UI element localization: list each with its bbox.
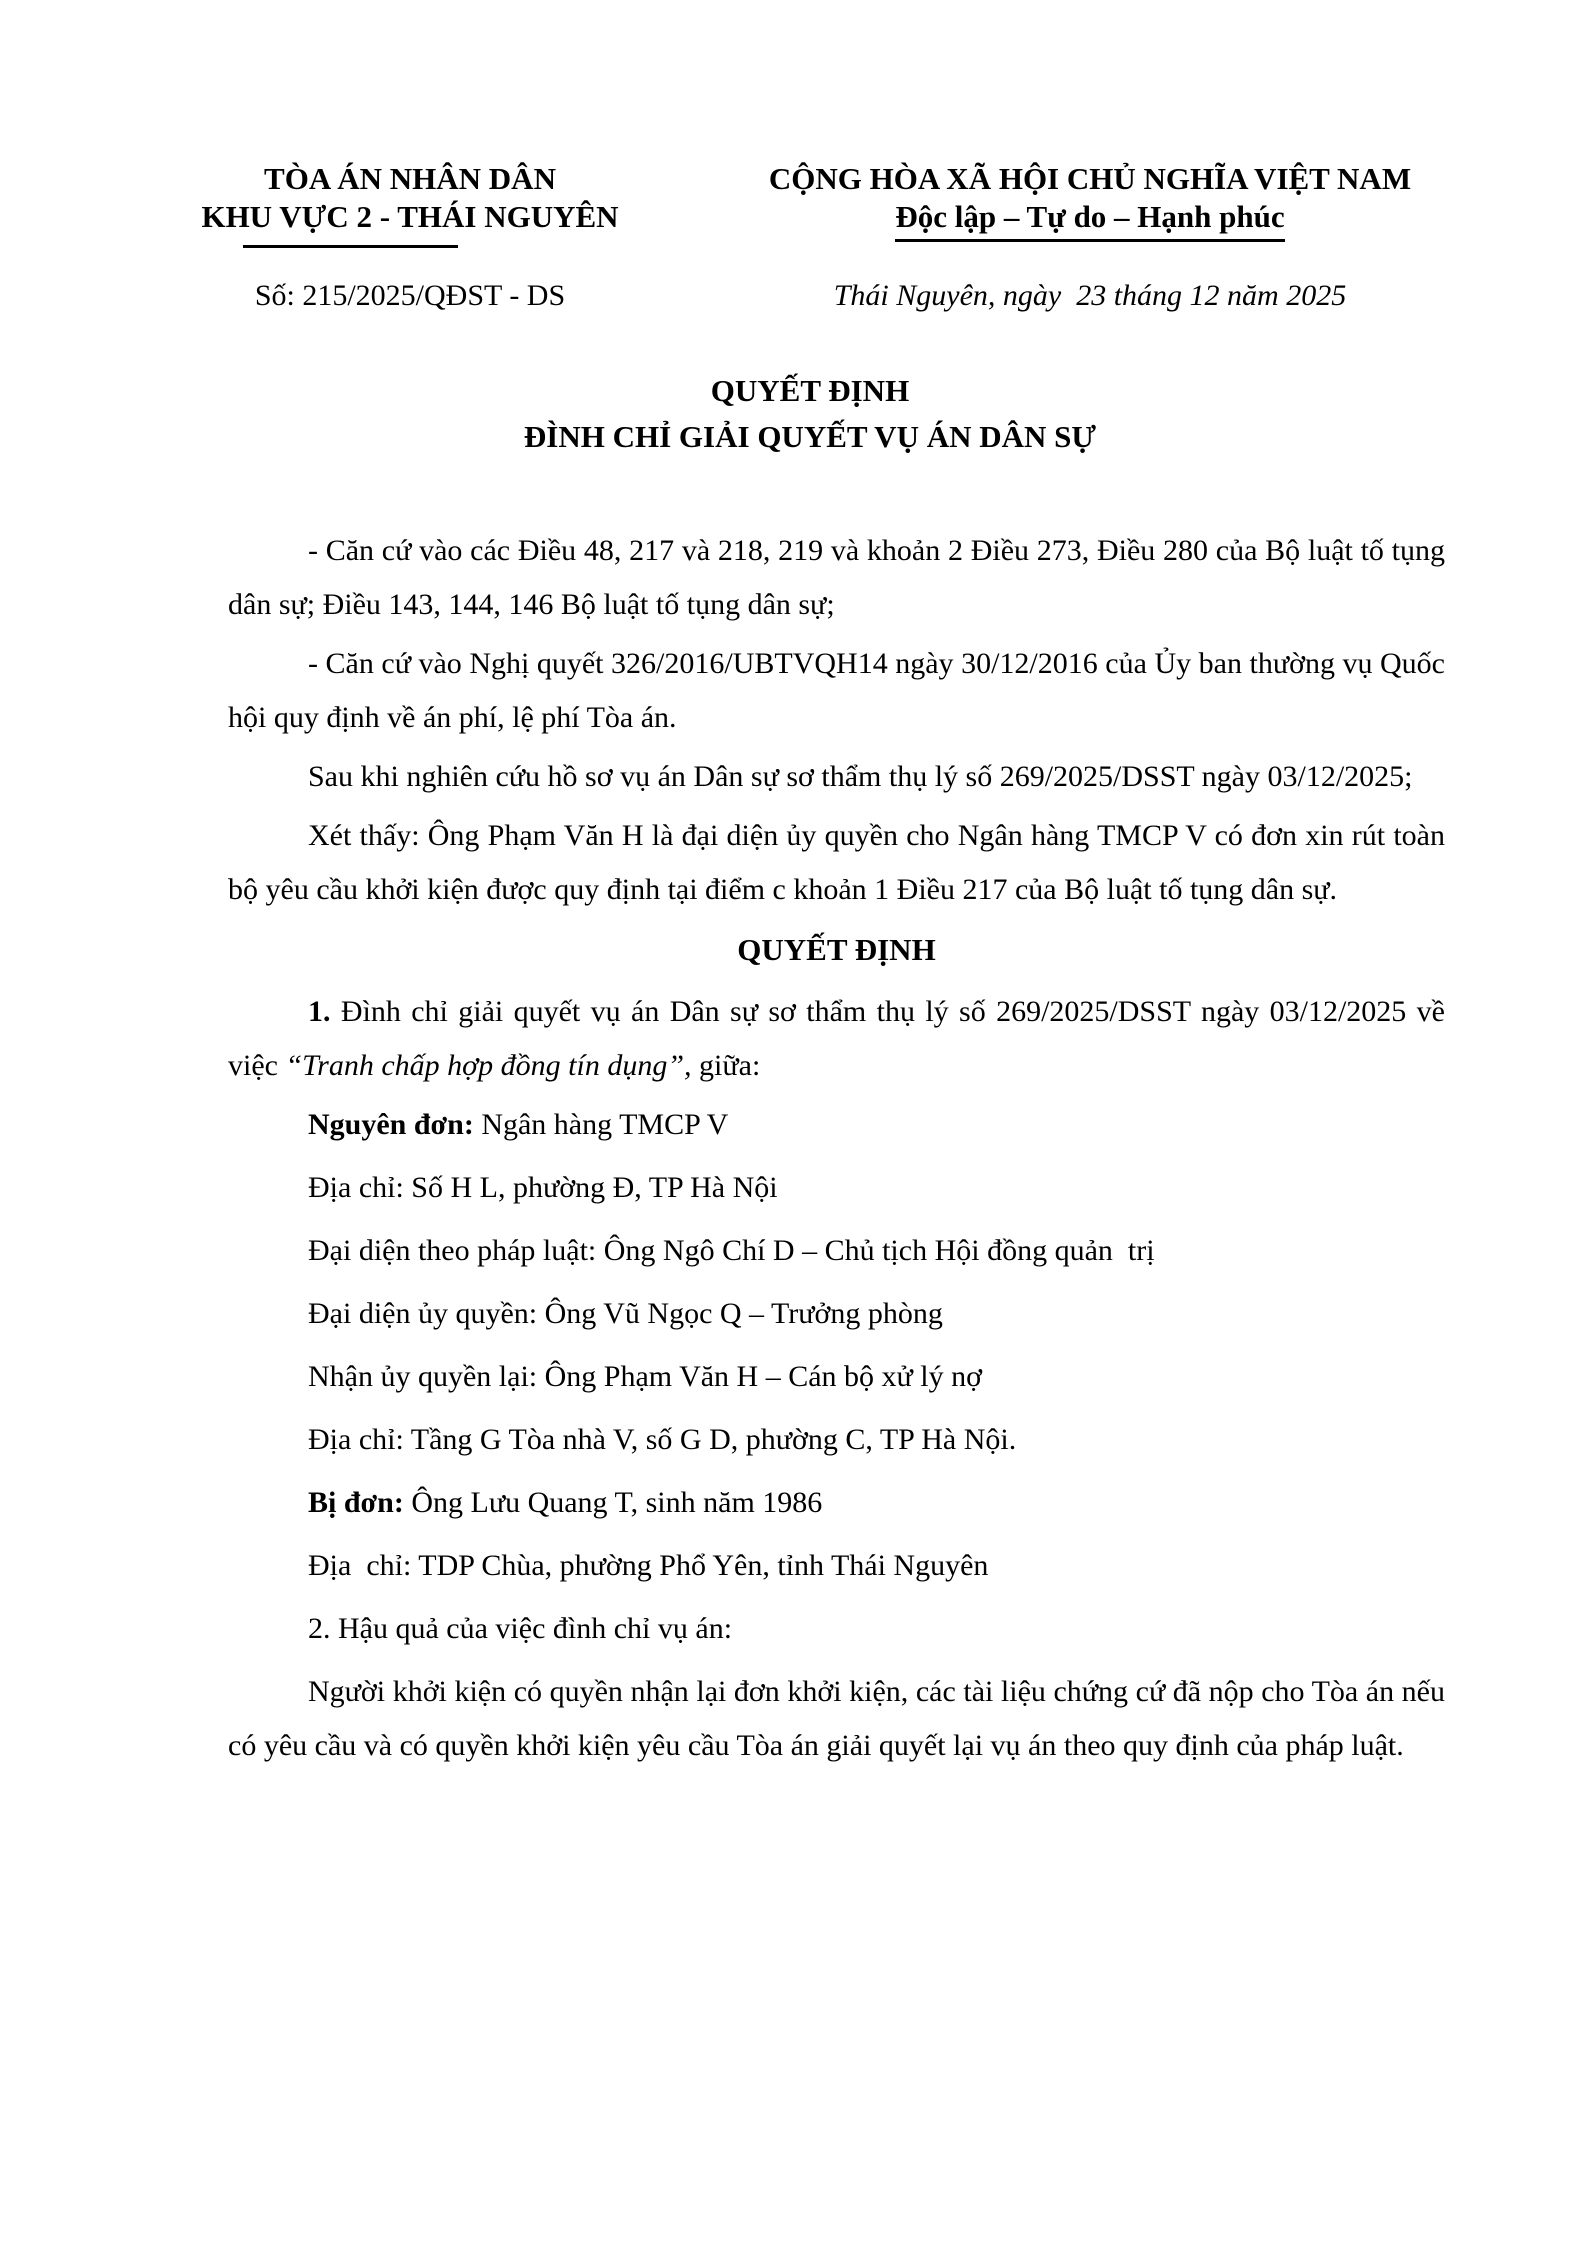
court-header-block bbox=[150, 160, 670, 248]
decision-item-2-row: 2. Hậu quả của việc đình chỉ vụ án: bbox=[308, 1612, 733, 1645]
decision-item-1-case-name: “Tranh chấp hợp đồng tín dụng”, bbox=[285, 1049, 692, 1082]
place-date-cell bbox=[710, 276, 1470, 316]
sub-authorized-representative-row: Nhận ủy quyền lại: Ông Phạm Văn H – Cán bộ xử lý nợ bbox=[308, 1360, 983, 1393]
document-number-cell bbox=[150, 276, 670, 316]
defendant-address-row: Địa chỉ: TDP Chùa, phường Phổ Yên, tỉnh Thái Nguyên bbox=[308, 1549, 989, 1582]
authorized-representative-row: Đại diện ủy quyền: Ông Vũ Ngọc Q – Trưởng phòng bbox=[308, 1297, 943, 1330]
document-number: Số: 215/2025/QĐST - DS bbox=[254, 279, 566, 312]
legal-representative-row: Đại diện theo pháp luật: Ông Ngô Chí D – Chủ tịch Hội đồng quản trị bbox=[308, 1234, 1155, 1267]
paragraph-legal-basis-2: - Căn cứ vào Nghị quyết 326/2016/UBTVQH14 ngày 30/12/2016 của Ủy ban thường vụ Quốc hội quy định về án phí, lệ phí Tòa án. bbox=[228, 647, 1445, 734]
defendant-label: Bị đơn: bbox=[308, 1486, 404, 1519]
paragraph-case-review: Sau khi nghiên cứu hồ sơ vụ án Dân sự sơ thẩm thụ lý số 269/2025/DSST ngày 03/12/2025; bbox=[308, 760, 1413, 793]
national-motto-text: Độc lập – Tự do – Hạnh phúc bbox=[895, 198, 1284, 242]
decision-item-1-number: 1. bbox=[308, 995, 331, 1028]
decision-item-1-text-after: giữa: bbox=[691, 1049, 761, 1082]
defendant-row bbox=[228, 1476, 1445, 1530]
document-title-block bbox=[150, 368, 1470, 460]
paragraph-legal-basis-1: - Căn cứ vào các Điều 48, 217 và 218, 219 và khoản 2 Điều 273, Điều 280 của Bộ luật tố tụng dân sự; Điều 143, 144, 146 Bộ luật tố tụng dân sự; bbox=[228, 534, 1445, 621]
document-title-line1: QUYẾT ĐỊNH bbox=[710, 373, 910, 408]
document-header bbox=[150, 160, 1470, 248]
court-name-line1: TÒA ÁN NHÂN DÂN bbox=[264, 161, 556, 196]
plaintiff-address-row: Địa chỉ: Số H L, phường Đ, TP Hà Nội bbox=[308, 1171, 778, 1204]
plaintiff-value: Ngân hàng TMCP V bbox=[473, 1108, 729, 1141]
paragraph-consequence: Người khởi kiện có quyền nhận lại đơn khởi kiện, các tài liệu chứng cứ đã nộp cho Tòa án nếu có yêu cầu và có quyền khởi kiện yêu cầu Tòa án giải quyết lại vụ án theo quy định của pháp luật. bbox=[228, 1675, 1445, 1762]
decision-section-heading: QUYẾT ĐỊNH bbox=[737, 932, 936, 967]
national-header-block bbox=[710, 160, 1470, 242]
plaintiff-label: Nguyên đơn: bbox=[308, 1108, 474, 1141]
paragraph-finding: Xét thấy: Ông Phạm Văn H là đại diện ủy quyền cho Ngân hàng TMCP V có đơn xin rút toàn bộ yêu cầu khởi kiện được quy định tại điểm c khoản 1 Điều 217 của Bộ luật tố tụng dân sự. bbox=[228, 819, 1445, 906]
national-motto-line bbox=[710, 198, 1470, 242]
place-date-line: Thái Nguyên, ngày 23 tháng 12 năm 2025 bbox=[833, 279, 1347, 312]
document-title-line2: ĐÌNH CHỈ GIẢI QUYẾT VỤ ÁN DÂN SỰ bbox=[523, 419, 1097, 454]
paragraph-decision-item-1 bbox=[228, 985, 1445, 1093]
representative-address-row: Địa chỉ: Tầng G Tòa nhà V, số G D, phường C, TP Hà Nội. bbox=[308, 1423, 1017, 1456]
national-name-line: CỘNG HÒA XÃ HỘI CHỦ NGHĨA VIỆT NAM bbox=[768, 161, 1412, 196]
document-body bbox=[228, 524, 1445, 1773]
decision-item-1-text-before: Đình chỉ giải quyết vụ án Dân sự sơ thẩm thụ lý số 269/2025/DSST ngày 03/12/2025 về việc bbox=[228, 995, 1445, 1082]
defendant-value: Ông Lưu Quang T, sinh năm 1986 bbox=[403, 1486, 823, 1519]
court-name-line2: KHU VỰC 2 - THÁI NGUYÊN bbox=[201, 199, 619, 234]
number-date-row bbox=[150, 276, 1470, 316]
plaintiff-row bbox=[228, 1098, 1445, 1152]
court-header-rule bbox=[243, 245, 458, 248]
